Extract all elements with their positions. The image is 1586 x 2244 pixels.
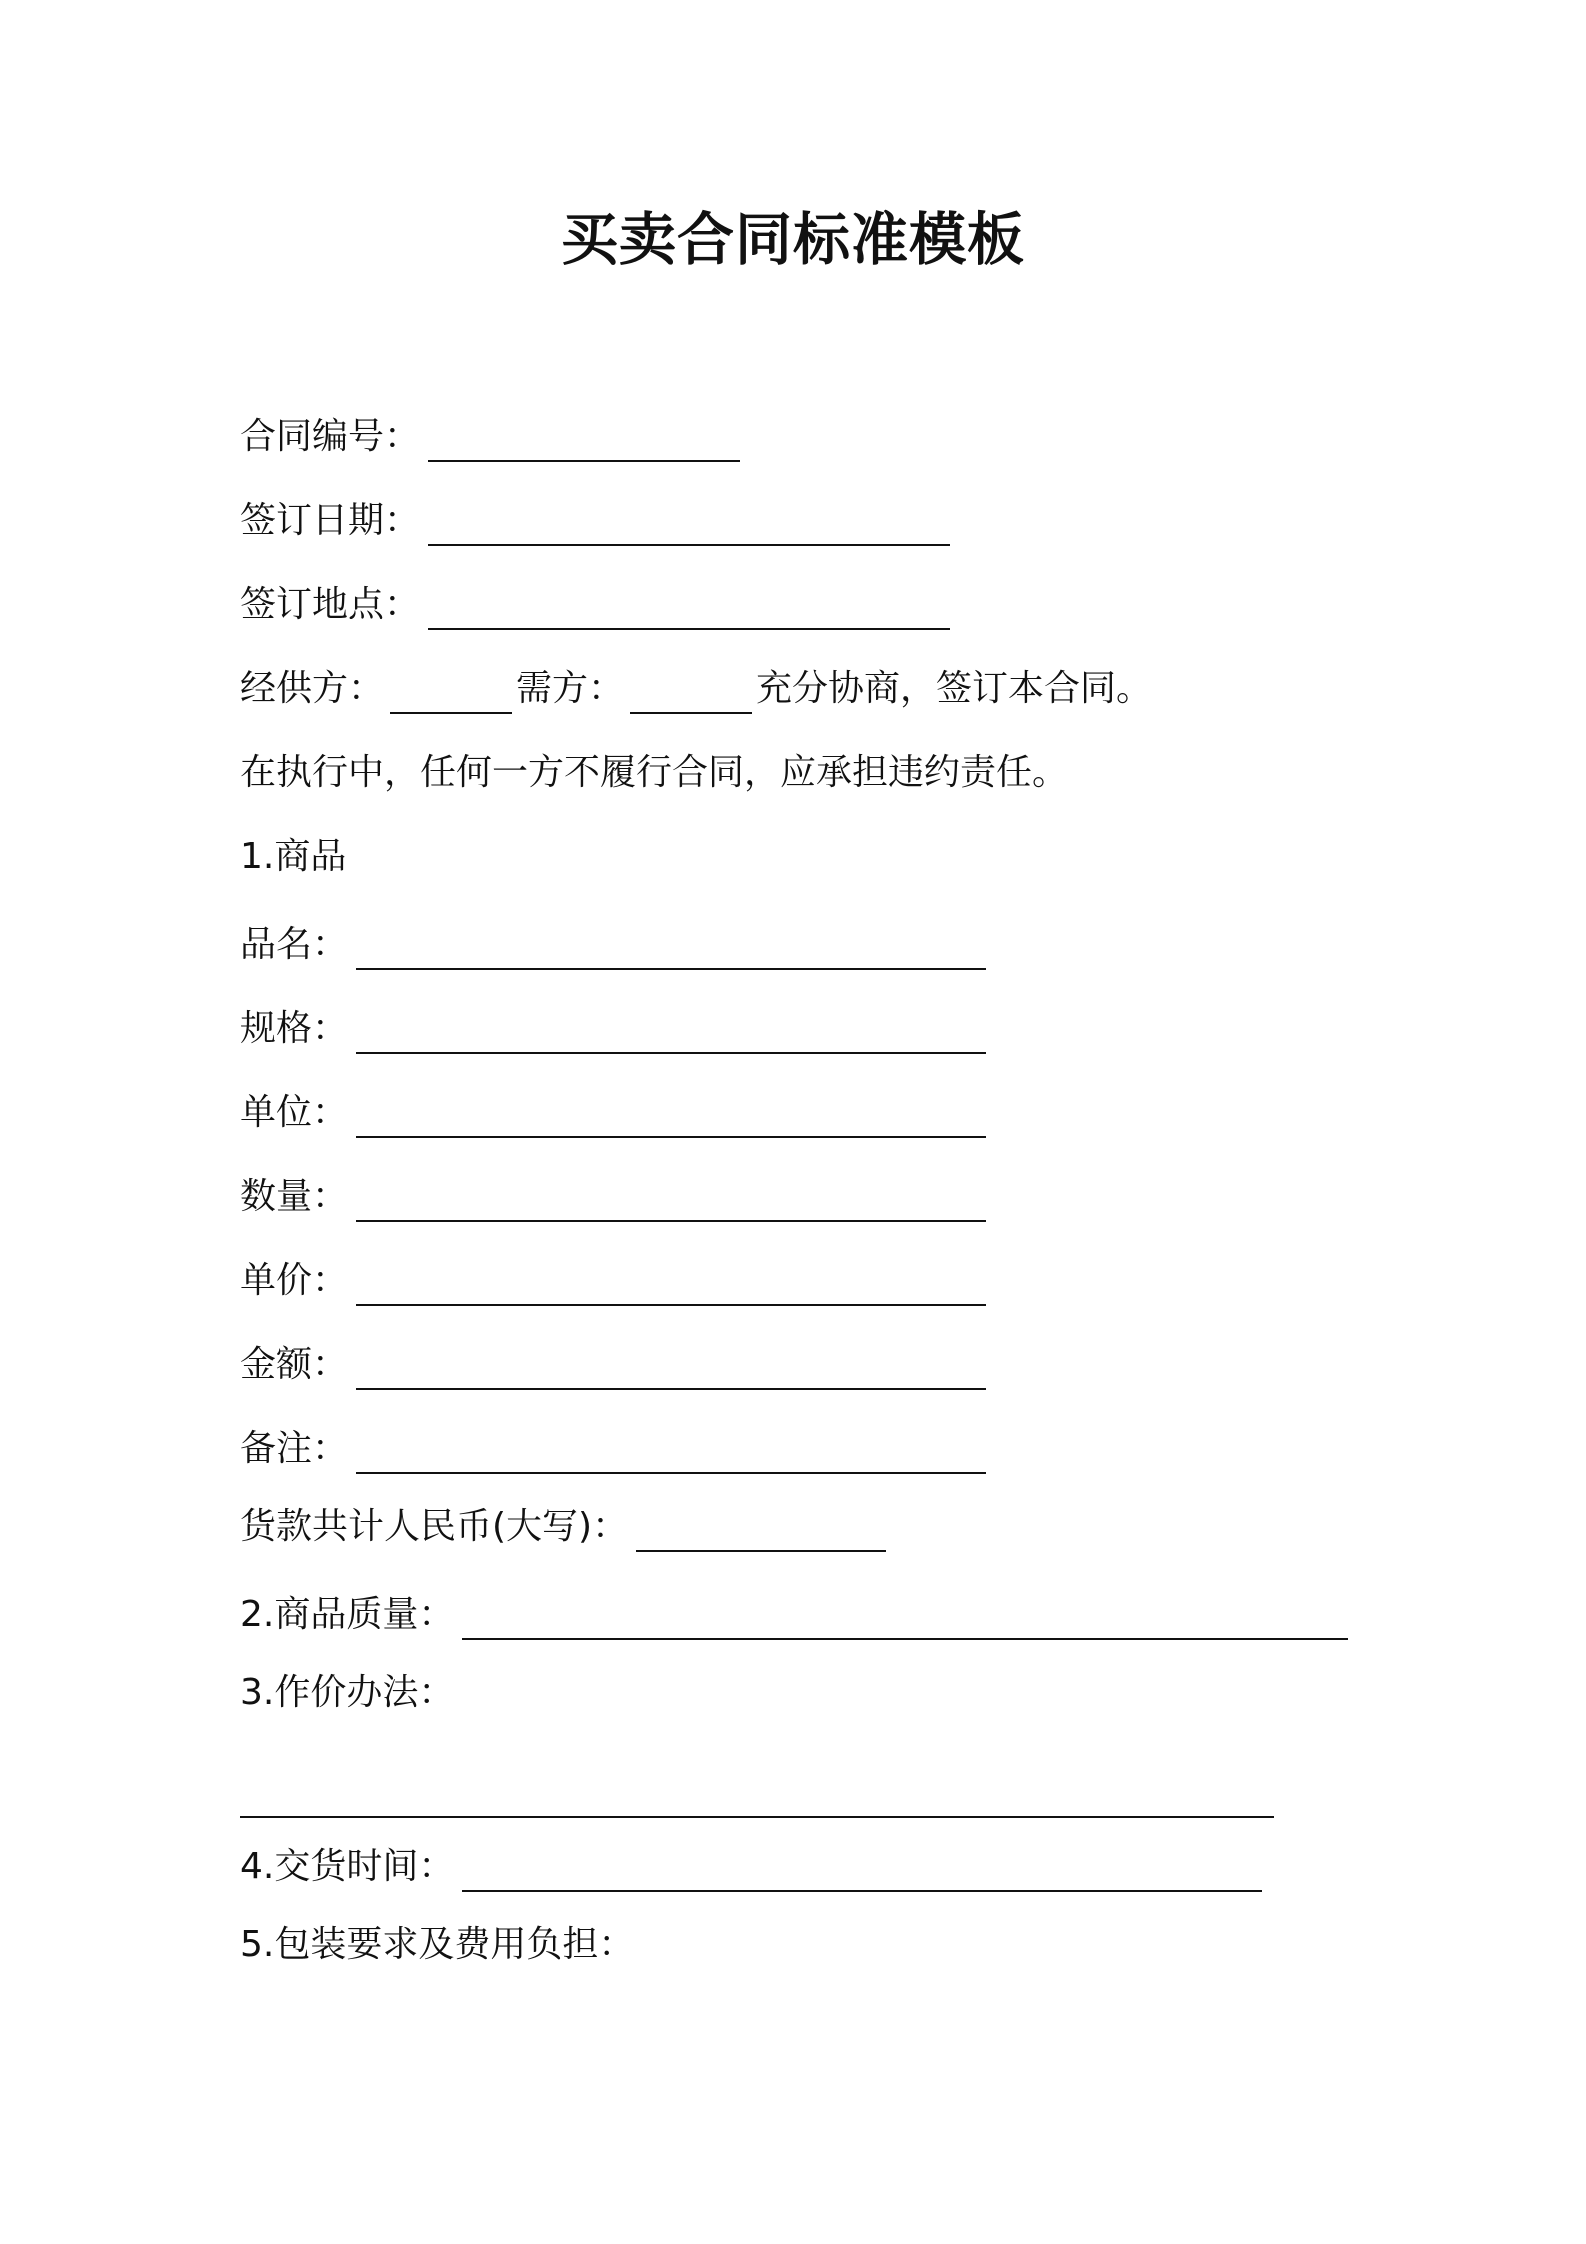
item-blank[interactable] — [356, 1434, 986, 1474]
item-label: 金额： — [240, 1344, 349, 1385]
item-blank[interactable] — [356, 1098, 986, 1138]
section4-row — [240, 1842, 1266, 1892]
section3-blank[interactable] — [240, 1778, 1274, 1818]
buyer-blank[interactable] — [630, 674, 752, 714]
item-label: 单位： — [240, 1092, 349, 1133]
total-amount-label: 货款共计人民币(大写)： — [240, 1506, 629, 1547]
sign-place-row — [240, 580, 954, 630]
item-row — [240, 1340, 990, 1390]
section2-row — [240, 1590, 1352, 1640]
item-row — [240, 1172, 990, 1222]
section4-label: 4.交货时间： — [240, 1846, 455, 1887]
item-row — [240, 1088, 990, 1138]
item-row — [240, 1424, 990, 1474]
breach-clause: 在执行中，任何一方不履行合同，应承担违约责任。 — [240, 752, 1069, 793]
item-label: 备注： — [240, 1428, 349, 1469]
item-label: 规格： — [240, 1008, 349, 1049]
section3-blank-row — [240, 1768, 1278, 1818]
item-blank[interactable] — [356, 1266, 986, 1306]
sign-place-blank[interactable] — [428, 590, 950, 630]
sign-date-row — [240, 496, 954, 546]
sign-date-blank[interactable] — [428, 506, 950, 546]
item-blank[interactable] — [356, 1014, 986, 1054]
item-row — [240, 1256, 990, 1306]
section4-blank[interactable] — [462, 1852, 1262, 1892]
section5-heading: 5.包装要求及费用负担： — [240, 1924, 635, 1965]
total-amount-row — [240, 1502, 890, 1552]
section2-blank[interactable] — [462, 1600, 1348, 1640]
parties-row — [240, 664, 1152, 714]
item-row — [240, 1004, 990, 1054]
section1-heading: 1.商品 — [240, 836, 347, 877]
contract-no-row — [240, 412, 744, 462]
section2-label: 2.商品质量： — [240, 1594, 455, 1635]
contract-no-blank[interactable] — [428, 422, 740, 462]
item-label: 单价： — [240, 1260, 349, 1301]
supplier-blank[interactable] — [390, 674, 512, 714]
item-blank[interactable] — [356, 1182, 986, 1222]
buyer-label: 需方： — [516, 668, 625, 709]
contract-no-label: 合同编号： — [240, 416, 421, 457]
document-title: 买卖合同标准模板 — [561, 207, 1025, 273]
supplier-label: 经供方： — [240, 668, 385, 709]
section3-heading: 3.作价办法： — [240, 1672, 455, 1713]
item-blank[interactable] — [356, 1350, 986, 1390]
item-label: 品名： — [240, 924, 349, 965]
item-label: 数量： — [240, 1176, 349, 1217]
item-row — [240, 920, 990, 970]
parties-suffix: 充分协商，签订本合同。 — [756, 668, 1153, 709]
item-blank[interactable] — [356, 930, 986, 970]
total-amount-blank[interactable] — [636, 1512, 886, 1552]
sign-date-label: 签订日期： — [240, 500, 421, 541]
sign-place-label: 签订地点： — [240, 584, 421, 625]
